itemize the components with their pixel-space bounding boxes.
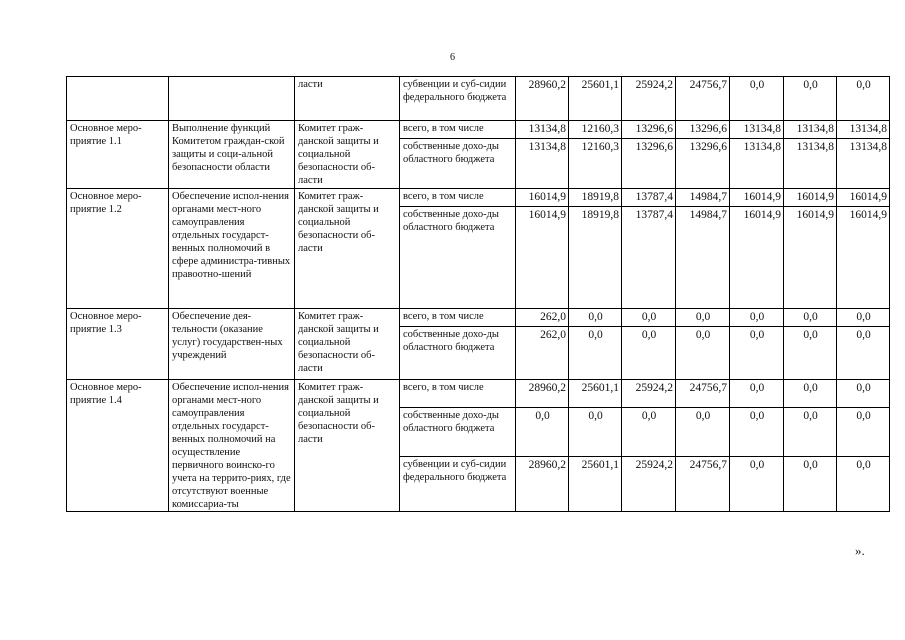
budget-table-body <box>67 77 890 512</box>
value-cell: 0,0 <box>622 407 676 456</box>
executor-cell: Комитет граж-данской защиты и социальной безопасности об-ласти <box>295 380 400 512</box>
value-cell: 0,0 <box>784 456 837 511</box>
value-cell: 25924,2 <box>622 456 676 511</box>
value-cell: 13134,8 <box>784 139 837 189</box>
value-cell: 0,0 <box>622 327 676 380</box>
value-cell: 13134,8 <box>784 121 837 139</box>
value-cell: 25601,1 <box>569 77 622 121</box>
value-cell: 16014,9 <box>784 207 837 309</box>
value-cell: 262,0 <box>516 309 569 327</box>
measure-cell <box>67 77 169 121</box>
value-cell: 0,0 <box>837 407 890 456</box>
funding-source-cell: субвенции и суб-сидии федерального бюджета <box>400 456 516 511</box>
value-cell: 16014,9 <box>784 189 837 207</box>
value-cell: 16014,9 <box>837 189 890 207</box>
funding-source-cell: всего, в том числе <box>400 380 516 408</box>
value-cell: 0,0 <box>676 407 730 456</box>
executor-cell: ласти <box>295 77 400 121</box>
value-cell: 28960,2 <box>516 456 569 511</box>
table-row <box>67 380 890 408</box>
value-cell: 0,0 <box>569 407 622 456</box>
value-cell: 16014,9 <box>516 189 569 207</box>
measure-cell: Основное меро-приятие 1.4 <box>67 380 169 512</box>
funding-source-cell: собственные дохо-ды областного бюджета <box>400 407 516 456</box>
funding-source-cell: субвенции и суб-сидии федерального бюджета <box>400 77 516 121</box>
value-cell: 0,0 <box>569 327 622 380</box>
value-cell: 0,0 <box>730 456 784 511</box>
measure-cell: Основное меро-приятие 1.1 <box>67 121 169 189</box>
value-cell: 16014,9 <box>516 207 569 309</box>
description-cell: Выполнение функций Комитетом граждан-ской защиты и соци-альной безопасности области <box>169 121 295 189</box>
value-cell: 0,0 <box>837 327 890 380</box>
value-cell: 0,0 <box>837 456 890 511</box>
value-cell: 24756,7 <box>676 456 730 511</box>
value-cell: 0,0 <box>730 407 784 456</box>
value-cell: 13296,6 <box>676 121 730 139</box>
funding-source-cell: всего, в том числе <box>400 121 516 139</box>
value-cell: 28960,2 <box>516 77 569 121</box>
value-cell: 13296,6 <box>676 139 730 189</box>
value-cell: 13134,8 <box>730 139 784 189</box>
funding-source-cell: собственные дохо-ды областного бюджета <box>400 327 516 380</box>
page-number: 6 <box>450 52 455 63</box>
table-row <box>67 77 890 121</box>
value-cell: 13134,8 <box>516 121 569 139</box>
value-cell: 24756,7 <box>676 77 730 121</box>
description-cell <box>169 77 295 121</box>
value-cell: 28960,2 <box>516 380 569 408</box>
value-cell: 18919,8 <box>569 207 622 309</box>
budget-table <box>66 76 890 512</box>
executor-cell: Комитет граж-данской защиты и социальной безопасности об-ласти <box>295 121 400 189</box>
description-cell: Обеспечение дея-тельности (оказание услуг) государствен-ных учреждений <box>169 309 295 380</box>
value-cell: 0,0 <box>837 309 890 327</box>
value-cell: 25924,2 <box>622 77 676 121</box>
value-cell: 0,0 <box>784 380 837 408</box>
value-cell: 13134,8 <box>516 139 569 189</box>
value-cell: 262,0 <box>516 327 569 380</box>
value-cell: 25601,1 <box>569 456 622 511</box>
value-cell: 13296,6 <box>622 121 676 139</box>
value-cell: 0,0 <box>730 327 784 380</box>
value-cell: 13296,6 <box>622 139 676 189</box>
value-cell: 25924,2 <box>622 380 676 408</box>
measure-cell: Основное меро-приятие 1.2 <box>67 189 169 309</box>
executor-cell: Комитет граж-данской защиты и социальной безопасности об-ласти <box>295 189 400 309</box>
measure-cell: Основное меро-приятие 1.3 <box>67 309 169 380</box>
value-cell: 18919,8 <box>569 189 622 207</box>
value-cell: 12160,3 <box>569 121 622 139</box>
value-cell: 16014,9 <box>730 207 784 309</box>
value-cell: 0,0 <box>784 327 837 380</box>
value-cell: 0,0 <box>676 309 730 327</box>
value-cell: 13134,8 <box>837 139 890 189</box>
value-cell: 13134,8 <box>730 121 784 139</box>
funding-source-cell: собственные дохо-ды областного бюджета <box>400 207 516 309</box>
funding-source-cell: всего, в том числе <box>400 189 516 207</box>
value-cell: 0,0 <box>730 380 784 408</box>
value-cell: 25601,1 <box>569 380 622 408</box>
value-cell: 0,0 <box>730 77 784 121</box>
value-cell: 14984,7 <box>676 207 730 309</box>
value-cell: 0,0 <box>622 309 676 327</box>
value-cell: 14984,7 <box>676 189 730 207</box>
table-row <box>67 189 890 207</box>
value-cell: 16014,9 <box>837 207 890 309</box>
value-cell: 0,0 <box>676 327 730 380</box>
executor-cell: Комитет граж-данской защиты и социальной безопасности об-ласти <box>295 309 400 380</box>
value-cell: 13787,4 <box>622 189 676 207</box>
value-cell: 0,0 <box>516 407 569 456</box>
table-row <box>67 309 890 327</box>
value-cell: 0,0 <box>784 309 837 327</box>
value-cell: 24756,7 <box>676 380 730 408</box>
value-cell: 13134,8 <box>837 121 890 139</box>
closing-quote-mark: ». <box>855 543 865 558</box>
value-cell: 0,0 <box>837 380 890 408</box>
funding-source-cell: всего, в том числе <box>400 309 516 327</box>
value-cell: 13787,4 <box>622 207 676 309</box>
table-row <box>67 121 890 139</box>
funding-source-cell: собственные дохо-ды областного бюджета <box>400 139 516 189</box>
description-cell: Обеспечение испол-нения органами мест-ного самоуправления отдельных государст-венных полномочий в сфере администра-тивных правоотно-шений <box>169 189 295 309</box>
value-cell: 0,0 <box>837 77 890 121</box>
value-cell: 0,0 <box>784 407 837 456</box>
value-cell: 0,0 <box>569 309 622 327</box>
value-cell: 16014,9 <box>730 189 784 207</box>
value-cell: 0,0 <box>730 309 784 327</box>
value-cell: 0,0 <box>784 77 837 121</box>
description-cell: Обеспечение испол-нения органами мест-ного самоуправления отдельных государст-венных полномочий на осуществление первичного воинско-го учета на террито-риях, где отсутствуют военные комиссариа-ты <box>169 380 295 512</box>
value-cell: 12160,3 <box>569 139 622 189</box>
